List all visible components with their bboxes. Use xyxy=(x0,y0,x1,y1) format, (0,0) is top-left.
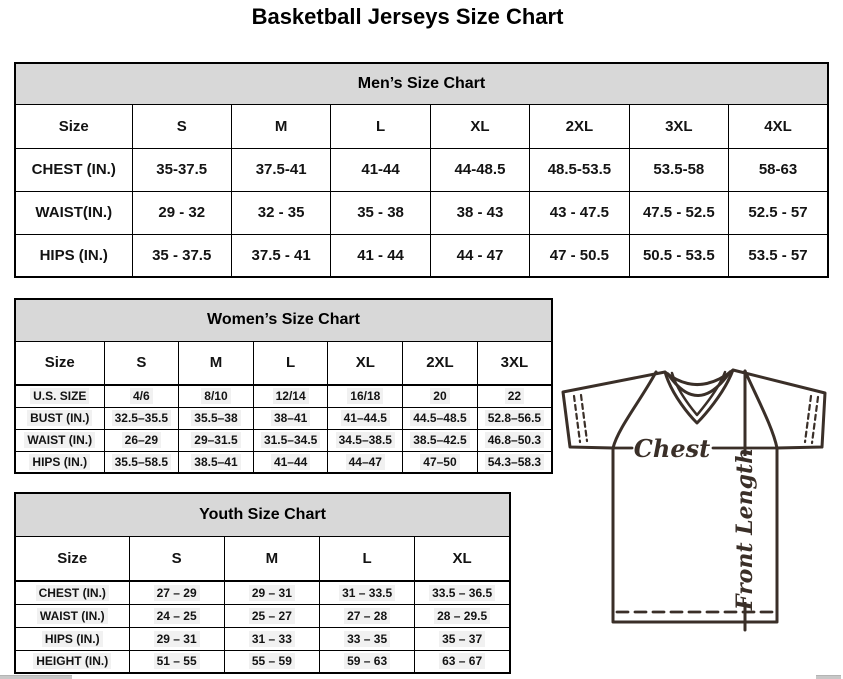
size-cell: 27 – 29 xyxy=(129,581,224,604)
table-row xyxy=(15,451,552,473)
womens-size-header: Size xyxy=(15,341,104,385)
row-label: CHEST (IN.) xyxy=(15,148,132,191)
size-cell: 38 - 43 xyxy=(430,191,529,234)
size-cell: 47–50 xyxy=(403,451,478,473)
size-cell: 32.5–35.5 xyxy=(104,407,179,429)
size-cell: 35 – 37 xyxy=(415,627,510,650)
horizontal-scrollbar-corner[interactable] xyxy=(816,675,841,679)
youth-size-table xyxy=(14,492,511,674)
jersey-diagram-icon xyxy=(556,360,836,652)
front-length-label: Front Length xyxy=(732,447,758,611)
table-row xyxy=(15,148,828,191)
row-label: WAIST(IN.) xyxy=(15,191,132,234)
size-cell: 44-48.5 xyxy=(430,148,529,191)
table-row xyxy=(15,191,828,234)
mens-table-title: Men’s Size Chart xyxy=(15,63,828,104)
table-row xyxy=(15,604,510,627)
size-cell: 58-63 xyxy=(729,148,828,191)
size-cell: 44–47 xyxy=(328,451,403,473)
table-row xyxy=(15,650,510,673)
size-cell: 35 - 37.5 xyxy=(132,234,231,277)
size-cell: 35 - 38 xyxy=(331,191,430,234)
youth-column-xl: XL xyxy=(415,536,510,581)
table-row xyxy=(15,385,552,407)
womens-column-2xl: 2XL xyxy=(403,341,478,385)
size-cell: 26–29 xyxy=(104,429,179,451)
size-cell: 59 – 63 xyxy=(320,650,415,673)
row-label: CHEST (IN.) xyxy=(15,581,129,604)
size-cell: 43 - 47.5 xyxy=(530,191,629,234)
size-cell: 12/14 xyxy=(253,385,328,407)
size-cell: 41-44 xyxy=(331,148,430,191)
youth-column-m: M xyxy=(224,536,319,581)
mens-column-2xl: 2XL xyxy=(530,104,629,148)
size-cell: 24 – 25 xyxy=(129,604,224,627)
size-cell: 47 - 50.5 xyxy=(530,234,629,277)
womens-size-table xyxy=(14,298,553,474)
size-cell: 53.5-58 xyxy=(629,148,728,191)
size-cell: 35.5–58.5 xyxy=(104,451,179,473)
size-cell: 25 – 27 xyxy=(224,604,319,627)
row-label: HEIGHT (IN.) xyxy=(15,650,129,673)
size-cell: 52.8–56.5 xyxy=(477,407,552,429)
table-row xyxy=(15,429,552,451)
size-cell: 41–44.5 xyxy=(328,407,403,429)
size-cell: 41–44 xyxy=(253,451,328,473)
womens-column-l: L xyxy=(253,341,328,385)
mens-column-l: L xyxy=(331,104,430,148)
table-row xyxy=(15,581,510,604)
size-cell: 44 - 47 xyxy=(430,234,529,277)
size-cell: 38.5–41 xyxy=(179,451,254,473)
size-cell: 29 - 32 xyxy=(132,191,231,234)
row-label: U.S. SIZE xyxy=(15,385,104,407)
table-row xyxy=(15,234,828,277)
mens-column-m: M xyxy=(231,104,330,148)
size-cell: 4/6 xyxy=(104,385,179,407)
mens-column-4xl: 4XL xyxy=(729,104,828,148)
row-label: HIPS (IN.) xyxy=(15,451,104,473)
size-cell: 32 - 35 xyxy=(231,191,330,234)
size-cell: 28 – 29.5 xyxy=(415,604,510,627)
size-cell: 50.5 - 53.5 xyxy=(629,234,728,277)
page-title: Basketball Jerseys Size Chart xyxy=(251,4,564,29)
size-cell: 47.5 - 52.5 xyxy=(629,191,728,234)
size-cell: 29 – 31 xyxy=(129,627,224,650)
size-cell: 35-37.5 xyxy=(132,148,231,191)
size-cell: 53.5 - 57 xyxy=(729,234,828,277)
row-label: BUST (IN.) xyxy=(15,407,104,429)
size-cell: 44.5–48.5 xyxy=(403,407,478,429)
size-cell: 46.8–50.3 xyxy=(477,429,552,451)
womens-column-xl: XL xyxy=(328,341,403,385)
size-cell: 22 xyxy=(477,385,552,407)
size-cell: 55 – 59 xyxy=(224,650,319,673)
size-cell: 27 – 28 xyxy=(320,604,415,627)
size-cell: 37.5-41 xyxy=(231,148,330,191)
row-label: HIPS (IN.) xyxy=(15,234,132,277)
size-cell: 33.5 – 36.5 xyxy=(415,581,510,604)
size-cell: 34.5–38.5 xyxy=(328,429,403,451)
size-cell: 16/18 xyxy=(328,385,403,407)
size-cell: 48.5-53.5 xyxy=(530,148,629,191)
row-label: WAIST (IN.) xyxy=(15,429,104,451)
youth-table-title: Youth Size Chart xyxy=(15,493,510,536)
youth-column-l: L xyxy=(320,536,415,581)
mens-size-table xyxy=(14,62,829,278)
table-row xyxy=(15,627,510,650)
size-cell: 52.5 - 57 xyxy=(729,191,828,234)
size-cell: 20 xyxy=(403,385,478,407)
size-cell: 35.5–38 xyxy=(179,407,254,429)
size-cell: 51 – 55 xyxy=(129,650,224,673)
size-cell: 31 – 33 xyxy=(224,627,319,650)
size-cell: 33 – 35 xyxy=(320,627,415,650)
size-cell: 63 – 67 xyxy=(415,650,510,673)
womens-table-title: Women’s Size Chart xyxy=(15,299,552,341)
size-cell: 29 – 31 xyxy=(224,581,319,604)
size-cell: 29–31.5 xyxy=(179,429,254,451)
size-cell: 54.3–58.3 xyxy=(477,451,552,473)
mens-size-header: Size xyxy=(15,104,132,148)
row-label: WAIST (IN.) xyxy=(15,604,129,627)
size-cell: 38–41 xyxy=(253,407,328,429)
mens-column-3xl: 3XL xyxy=(629,104,728,148)
horizontal-scrollbar-thumb[interactable] xyxy=(0,675,72,679)
row-label: HIPS (IN.) xyxy=(15,627,129,650)
size-cell: 38.5–42.5 xyxy=(403,429,478,451)
womens-column-s: S xyxy=(104,341,179,385)
table-row xyxy=(15,407,552,429)
size-cell: 31 – 33.5 xyxy=(320,581,415,604)
size-cell: 31.5–34.5 xyxy=(253,429,328,451)
size-cell: 37.5 - 41 xyxy=(231,234,330,277)
youth-column-s: S xyxy=(129,536,224,581)
size-cell: 41 - 44 xyxy=(331,234,430,277)
womens-column-m: M xyxy=(179,341,254,385)
size-cell: 8/10 xyxy=(179,385,254,407)
youth-size-header: Size xyxy=(15,536,129,581)
womens-column-3xl: 3XL xyxy=(477,341,552,385)
mens-column-s: S xyxy=(132,104,231,148)
chest-label: Chest xyxy=(633,434,711,463)
mens-column-xl: XL xyxy=(430,104,529,148)
